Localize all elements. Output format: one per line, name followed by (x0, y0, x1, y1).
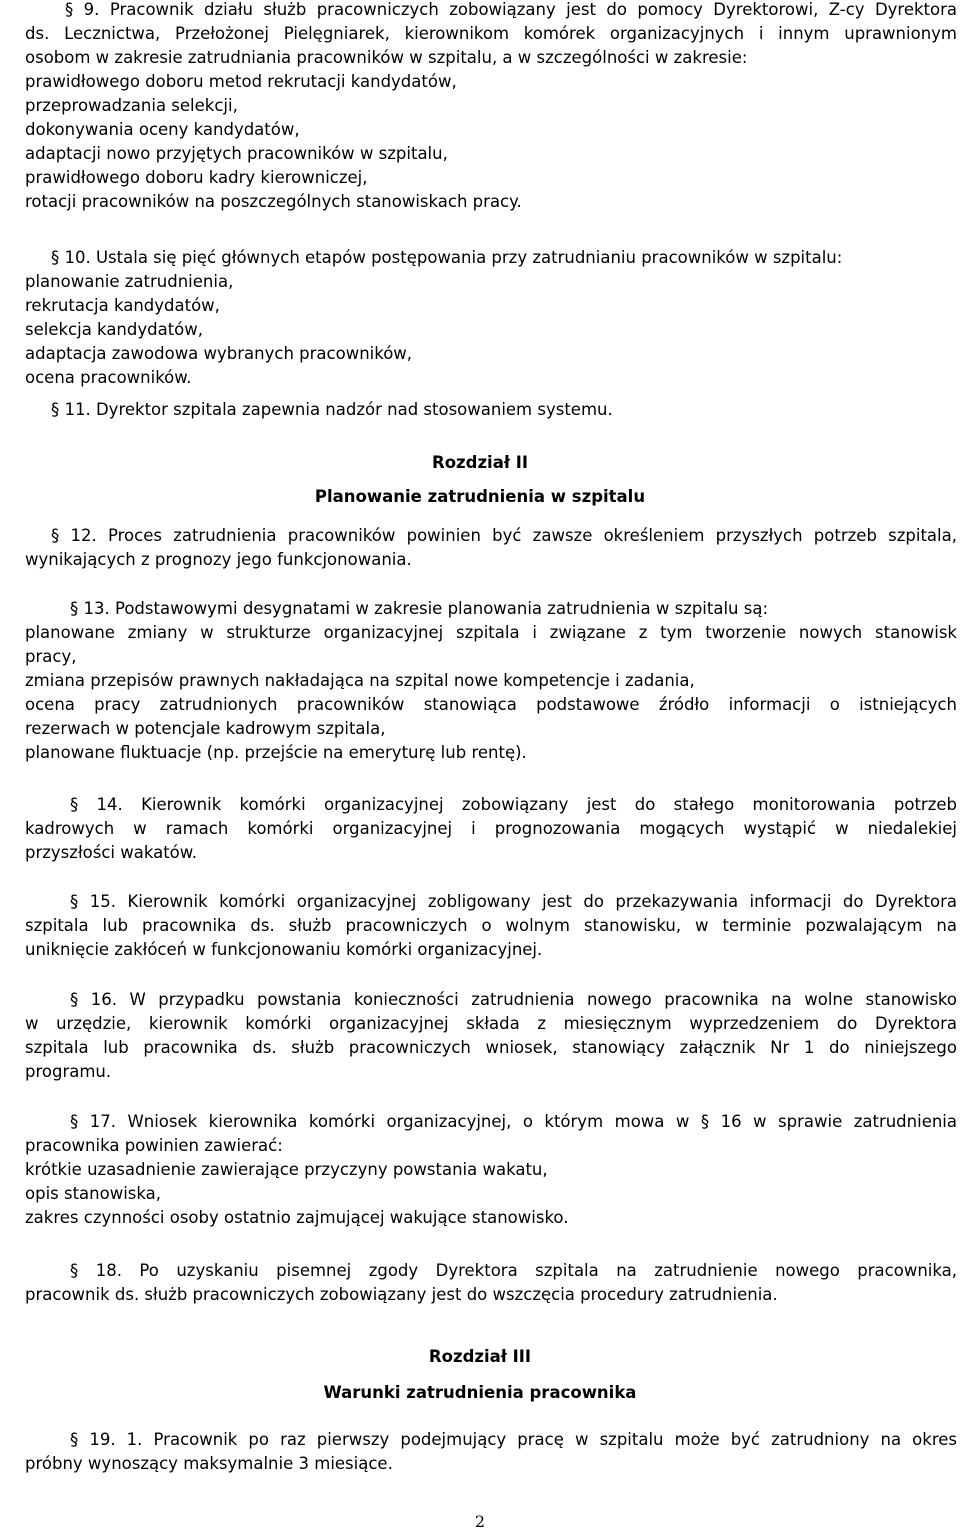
paragraph-19-line: § 19. 1. Pracownik po raz pierwszy podejmujący pracę w szpitalu może być zatrudniony na okres (70, 1430, 957, 1449)
paragraph-14-line: przyszłości wakatów. (25, 843, 197, 862)
paragraph-13 (25, 597, 957, 765)
list-item: prawidłowego doboru metod rekrutacji kandydatów, (25, 72, 457, 91)
paragraph-13-lead: § 13. Podstawowymi desygnatami w zakresie planowania zatrudnienia w szpitalu są: (70, 599, 769, 618)
paragraph-15-line: § 15. Kierownik komórki organizacyjnej zobligowany jest do przekazywania informacji do Dyrektora (70, 892, 957, 911)
paragraph-9-line: osobom w zakresie zatrudniania pracowników w szpitalu, a w szczególności w zakresie: (25, 48, 748, 67)
chapter-title: Planowanie zatrudnienia w szpitalu (314, 487, 646, 506)
paragraph-17-line: § 17. Wniosek kierownika komórki organizacyjnej, o którym mowa w § 16 w sprawie zatrudnienia (70, 1112, 957, 1131)
paragraph-17 (25, 1110, 957, 1230)
chapter-title: Warunki zatrudnienia pracownika (323, 1383, 637, 1402)
paragraph-16 (25, 988, 957, 1084)
paragraph-16-line: w urzędzie, kierownik komórki organizacyjnej składa z miesięcznym wyprzedzeniem do Dyrektora (25, 1014, 957, 1033)
list-item: selekcja kandydatów, (25, 320, 204, 339)
paragraph-15-line: szpitala lub pracownika ds. służb pracowniczych o wolnym stanowisku, w terminie pozwalającym na (25, 916, 957, 935)
paragraph-16-line: § 16. W przypadku powstania konieczności zatrudnienia nowego pracownika na wolne stanowisko (70, 990, 957, 1009)
paragraph-17-line: pracownika powinien zawierać: (25, 1136, 283, 1155)
paragraph-15-line: uniknięcie zakłóceń w funkcjonowaniu komórki organizacyjnej. (25, 940, 543, 959)
chapter-number: Rozdział III (428, 1347, 532, 1366)
list-item: zmiana przepisów prawnych nakładająca na szpital nowe kompetencje i zadania, (25, 671, 695, 690)
list-item: adaptacji nowo przyjętych pracowników w szpitalu, (25, 144, 448, 163)
paragraph-14-line: kadrowych w ramach komórki organizacyjnej i prognozowania mogących wystąpić w niedalekiej (25, 819, 957, 838)
paragraph-16-line: programu. (25, 1062, 112, 1081)
paragraph-18-line: § 18. Po uzyskaniu pisemnej zgody Dyrektora szpitala na zatrudnienie nowego pracownika, (70, 1261, 957, 1280)
paragraph-16-line: szpitala lub pracownika ds. służb pracowniczych wniosek, stanowiący załącznik Nr 1 do niniejszego (25, 1038, 957, 1057)
list-item: rezerwach w potencjale kadrowym szpitala, (25, 719, 386, 738)
paragraph-12-line: § 12. Proces zatrudnienia pracowników powinien być zawsze określeniem przyszłych potrzeb szpitala, (51, 526, 957, 545)
paragraph-19 (25, 1428, 957, 1476)
paragraph-15 (25, 890, 957, 962)
list-item: przeprowadzania selekcji, (25, 96, 238, 115)
paragraph-9-line: § 9. Pracownik działu służb pracowniczych zobowiązany jest do pomocy Dyrektorowi, Z-cy Dyrektora (65, 0, 957, 19)
list-item: pracy, (25, 647, 77, 666)
list-item: planowanie zatrudnienia, (25, 272, 234, 291)
paragraph-18 (25, 1259, 957, 1307)
list-item: krótkie uzasadnienie zawierające przyczyny powstania wakatu, (25, 1160, 548, 1179)
list-item: planowane zmiany w strukturze organizacyjnej szpitala i związane z tym tworzenie nowych stanowisk (25, 623, 957, 642)
paragraph-10-lead: § 10. Ustala się pięć głównych etapów postępowania przy zatrudnianiu pracowników w szpitalu: (51, 248, 843, 267)
page-number: 2 (474, 1512, 486, 1531)
list-item: dokonywania oceny kandydatów, (25, 120, 300, 139)
paragraph-12-line: wynikających z prognozy jego funkcjonowania. (25, 550, 412, 569)
paragraph-9-line: ds. Lecznictwa, Przełożonej Pielęgniarek, kierownikom komórek organizacyjnych i innym uprawnionym (25, 24, 957, 43)
paragraph-18-line: pracownik ds. służb pracowniczych zobowiązany jest do wszczęcia procedury zatrudnienia. (25, 1285, 778, 1304)
paragraph-10 (25, 246, 957, 390)
list-item: rekrutacja kandydatów, (25, 296, 220, 315)
paragraph-12 (25, 524, 957, 572)
list-item: ocena pracy zatrudnionych pracowników stanowiąca podstawowe źródło informacji o istniejących (25, 695, 957, 714)
paragraph-19-line: próbny wynoszący maksymalnie 3 miesiące. (25, 1454, 393, 1473)
list-item: opis stanowiska, (25, 1184, 162, 1203)
list-item: adaptacja zawodowa wybranych pracowników, (25, 344, 413, 363)
paragraph-11 (25, 398, 957, 422)
list-item: zakres czynności osoby ostatnio zajmującej wakujące stanowisko. (25, 1208, 569, 1227)
list-item: planowane fluktuacje (np. przejście na emeryturę lub rentę). (25, 743, 527, 762)
list-item: rotacji pracowników na poszczególnych stanowiskach pracy. (25, 192, 522, 211)
paragraph-9 (25, 0, 957, 214)
chapter-number: Rozdział II (432, 453, 528, 472)
paragraph-14 (25, 793, 957, 865)
paragraph-11-text: § 11. Dyrektor szpitala zapewnia nadzór nad stosowaniem systemu. (51, 400, 613, 419)
list-item: ocena pracowników. (25, 368, 192, 387)
list-item: prawidłowego doboru kadry kierowniczej, (25, 168, 368, 187)
paragraph-14-line: § 14. Kierownik komórki organizacyjnej zobowiązany jest do stałego monitorowania potrzeb (70, 795, 957, 814)
